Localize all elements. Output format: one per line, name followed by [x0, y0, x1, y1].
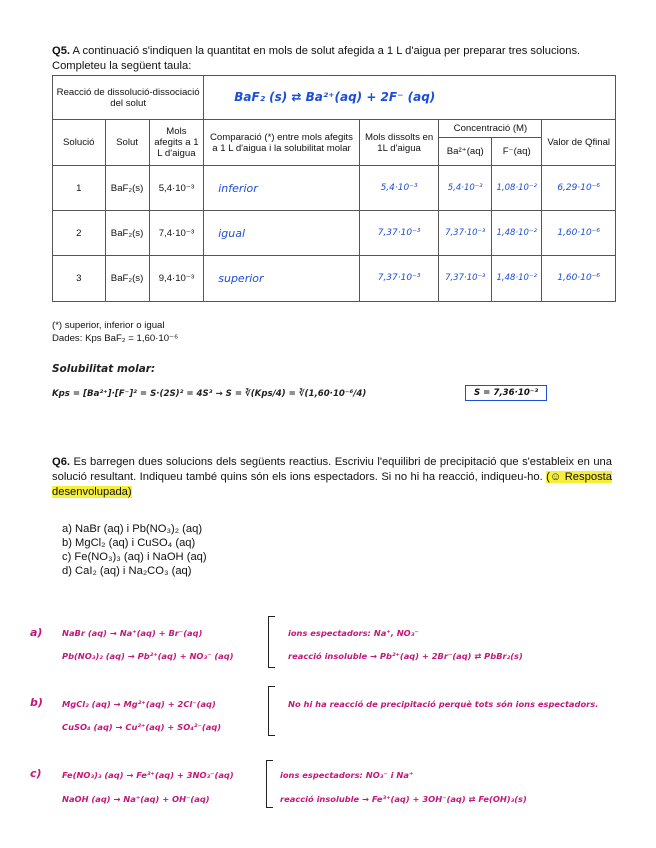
- cell-mols: 7,4·10⁻³: [149, 211, 204, 256]
- cell-ba: 7,37·10⁻³: [439, 256, 492, 302]
- cell-comparacio: inferior: [204, 166, 359, 211]
- q6-statement: [52, 455, 612, 500]
- solubility-result: S = 7,36·10⁻³: [465, 385, 547, 401]
- answer-c-label: c): [30, 767, 42, 780]
- cell-f: 1,08·10⁻²: [491, 166, 541, 211]
- cell-ba: 7,37·10⁻³: [439, 211, 492, 256]
- answer-b-label: b): [30, 696, 43, 709]
- answer-c-line1: Fe(NO₃)₃ (aq) → Fe³⁺(aq) + 3NO₃⁻(aq): [62, 770, 234, 780]
- answer-a-line1: NaBr (aq) → Na⁺(aq) + Br⁻(aq): [62, 628, 203, 638]
- cell-comparacio: igual: [204, 211, 359, 256]
- header-solut: Solut: [105, 120, 149, 166]
- header-f: F⁻(aq): [491, 138, 541, 166]
- cell-mols: 5,4·10⁻³: [149, 166, 204, 211]
- table-footnote: (*) superior, inferior o igual: [52, 320, 165, 331]
- cell-q: 1,60·10⁻⁶: [542, 256, 616, 302]
- brace-a: [268, 616, 275, 668]
- answer-a-line2: Pb(NO₃)₂ (aq) → Pb²⁺(aq) + NO₃⁻ (aq): [62, 651, 234, 661]
- header-mols: Mols afegits a 1 L d'aigua: [149, 120, 204, 166]
- q6-text: Es barregen dues solucions dels següents reactius. Escriviu l'equilibri de precipitació que s'estableix en una solució resultant. Indiqueu també quins són els ions espectadors. Si no hi ha reacció, indiqueu-ho.: [52, 456, 612, 483]
- table-row: [53, 256, 616, 302]
- brace-c: [266, 760, 273, 808]
- header-concentracio: Concentració (M): [439, 120, 542, 138]
- option-c: c) Fe(NO₃)₃ (aq) i NaOH (aq): [62, 551, 207, 563]
- cell-q: 1,60·10⁻⁶: [542, 211, 616, 256]
- reaction-header: Reacció de dissolució-dissociació del solut: [53, 76, 204, 120]
- cell-f: 1,48·10⁻²: [491, 256, 541, 302]
- cell-q: 6,29·10⁻⁶: [542, 166, 616, 211]
- solubility-equation: Kps = [Ba²⁺]·[F⁻]² = S·(2S)² = 4S³ → S = ∛(Kps/4) = ∛(1,60·10⁻⁶/4): [52, 389, 367, 399]
- cell-comparacio: superior: [204, 256, 359, 302]
- answer-a-label: a): [30, 626, 43, 639]
- answer-a-right2: reacció insoluble → Pb²⁺(aq) + 2Br⁻(aq) ⇄ PbBr₂(s): [288, 651, 523, 661]
- answer-a-right1: ions espectadors: Na⁺, NO₃⁻: [288, 628, 419, 638]
- answer-b-line1: MgCl₂ (aq) → Mg²⁺(aq) + 2Cl⁻(aq): [62, 699, 216, 709]
- header-ba: Ba²⁺(aq): [439, 138, 492, 166]
- cell-f: 1,48·10⁻²: [491, 211, 541, 256]
- option-a: a) NaBr (aq) i Pb(NO₃)₂ (aq): [62, 523, 203, 535]
- cell-mols: 9,4·10⁻³: [149, 256, 204, 302]
- cell-solut: BaF₂(s): [105, 211, 149, 256]
- table-row: [53, 166, 616, 211]
- header-comparacio: Comparació (*) entre mols afegits a 1 L d'aigua i la solubilitat molar: [204, 120, 359, 166]
- solubility-table: [52, 75, 616, 302]
- answer-c-line2: NaOH (aq) → Na⁺(aq) + OH⁻(aq): [62, 794, 210, 804]
- answer-c-right2: reacció insoluble → Fe³⁺(aq) + 3OH⁻(aq) ⇄ Fe(OH)₃(s): [280, 794, 527, 804]
- cell-dissolts: 5,4·10⁻³: [359, 166, 439, 211]
- cell-dissolts: 7,37·10⁻³: [359, 211, 439, 256]
- q5-statement: [52, 44, 612, 74]
- option-d: d) CaI₂ (aq) i Na₂CO₃ (aq): [62, 565, 192, 577]
- cell-solut: BaF₂(s): [105, 256, 149, 302]
- cell-solut: BaF₂(s): [105, 166, 149, 211]
- cell-dissolts: 7,37·10⁻³: [359, 256, 439, 302]
- brace-b: [268, 686, 275, 736]
- option-b: b) MgCl₂ (aq) i CuSO₄ (aq): [62, 537, 196, 549]
- header-dissolts: Mols dissolts en 1L d'aigua: [359, 120, 439, 166]
- table-data: Dades: Kps BaF₂ = 1,60·10⁻⁶: [52, 333, 179, 344]
- cell-solucio: 3: [53, 256, 106, 302]
- solubility-label: Solubilitat molar:: [52, 363, 156, 375]
- q6-badge: (☺ Resposta desenvolupada): [52, 471, 612, 498]
- table-row: [53, 211, 616, 256]
- q5-text: A continuació s'indiquen la quantitat en mols de solut afegida a 1 L d'aigua per preparar tres solucions. Completeu la següent taula:: [52, 45, 581, 72]
- q5-number: Q5.: [52, 45, 71, 57]
- answer-b-line2: CuSO₄ (aq) → Cu²⁺(aq) + SO₄²⁻(aq): [62, 722, 222, 732]
- reaction-equation: BaF₂ (s) ⇄ Ba²⁺(aq) + 2F⁻ (aq): [234, 89, 436, 104]
- answer-b-right: No hi ha reacció de precipitació perquè tots són ions espectadors.: [288, 699, 599, 709]
- cell-solucio: 2: [53, 211, 106, 256]
- header-solucio: Solució: [53, 120, 106, 166]
- q6-options: [62, 522, 207, 578]
- header-q: Valor de Qfinal: [542, 120, 616, 166]
- q6-number: Q6.: [52, 456, 71, 468]
- cell-ba: 5,4·10⁻³: [439, 166, 492, 211]
- answer-c-right1: ions espectadors: NO₃⁻ i Na⁺: [280, 770, 414, 780]
- cell-solucio: 1: [53, 166, 106, 211]
